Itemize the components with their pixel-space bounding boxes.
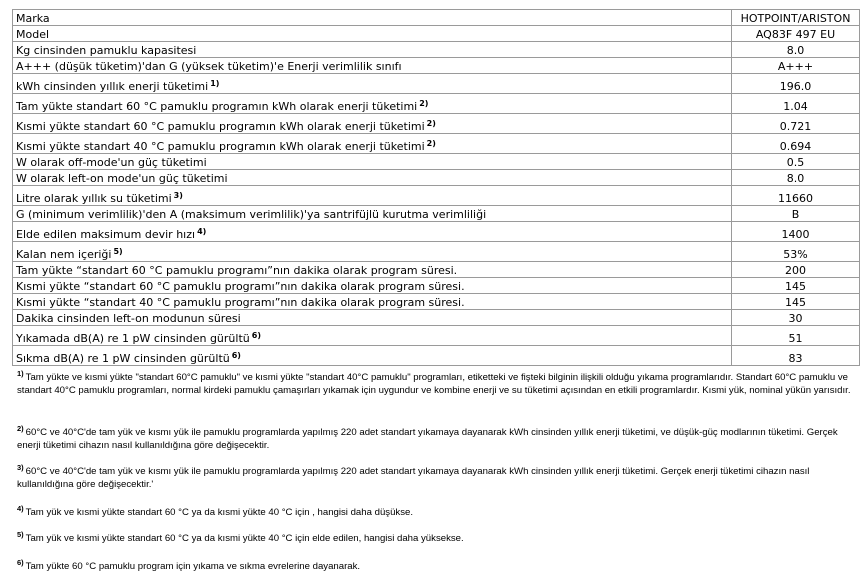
table-row	[13, 346, 860, 366]
row-label	[13, 278, 732, 294]
row-value: A+++	[732, 58, 860, 74]
footnote-mark: 5)	[17, 530, 24, 539]
table-row	[13, 206, 860, 222]
footnote-mark: 6)	[17, 558, 24, 567]
table-row	[13, 294, 860, 310]
row-value: 145	[732, 278, 860, 294]
row-value: HOTPOINT/ARISTON	[732, 10, 860, 26]
table-row	[13, 10, 860, 26]
row-label-text: Litre olarak yıllık su tüketimi	[16, 192, 172, 205]
row-label	[13, 222, 732, 242]
table-row	[13, 326, 860, 346]
row-value: 11660	[732, 186, 860, 206]
row-value: 0.694	[732, 134, 860, 154]
row-value: AQ83F 497 EU	[732, 26, 860, 42]
footnote-ref: 5)	[113, 247, 123, 256]
table-row	[13, 170, 860, 186]
footnote	[17, 560, 857, 573]
row-label-text: G (minimum verimlilik)'den A (maksimum verimlilik)'ya santrifüjlü kurutma verimliliği	[16, 208, 487, 221]
footnote-ref: 4)	[197, 227, 207, 236]
row-label	[13, 114, 732, 134]
row-label-text: Kalan nem içeriği	[16, 248, 112, 261]
footnote-text: Tam yük ve kısmi yükte standart 60 °C ya da kısmi yükte 40 °C için , hangisi daha düşükse.	[25, 507, 414, 518]
row-label	[13, 262, 732, 278]
footnote-mark: 4)	[17, 504, 24, 513]
row-label	[13, 154, 732, 170]
row-label-text: Elde edilen maksimum devir hızı	[16, 228, 196, 241]
row-label	[13, 186, 732, 206]
footnote	[17, 371, 857, 397]
row-label-text: Kısmi yükte standart 40 °C pamuklu programın kWh olarak enerji tüketimi	[16, 140, 425, 153]
row-label-text: Kısmi yükte standart 60 °C pamuklu programın kWh olarak enerji tüketimi	[16, 120, 425, 133]
footnote-mark: 2)	[17, 424, 24, 433]
row-label-text: W olarak off-mode'un güç tüketimi	[16, 156, 207, 169]
row-label-text: Marka	[16, 12, 50, 25]
row-label	[13, 242, 732, 262]
footnote-ref: 6)	[231, 351, 241, 360]
table-row	[13, 242, 860, 262]
row-value: 8.0	[732, 170, 860, 186]
table-row	[13, 154, 860, 170]
row-label	[13, 94, 732, 114]
row-label	[13, 74, 732, 94]
row-label-text: Dakika cinsinden left-on modunun süresi	[16, 312, 241, 325]
table-row	[13, 186, 860, 206]
row-label-text: Yıkamada dB(A) re 1 pW cinsinden gürültü	[16, 332, 250, 345]
row-value: 196.0	[732, 74, 860, 94]
row-label	[13, 10, 732, 26]
row-value: 30	[732, 310, 860, 326]
row-label-text: W olarak left-on mode'un güç tüketimi	[16, 172, 228, 185]
row-value: B	[732, 206, 860, 222]
row-value: 51	[732, 326, 860, 346]
table-row	[13, 278, 860, 294]
row-value: 8.0	[732, 42, 860, 58]
footnote	[17, 465, 857, 491]
footnote-ref: 6)	[251, 331, 261, 340]
row-label	[13, 206, 732, 222]
table-row	[13, 310, 860, 326]
row-label	[13, 58, 732, 74]
row-label	[13, 170, 732, 186]
footnote-ref: 2)	[419, 99, 429, 108]
row-value: 200	[732, 262, 860, 278]
spec-table	[12, 9, 860, 366]
footnote-text: Tam yük ve kısmi yükte standart 60 °C ya da kısmi yükte 40 °C için elde edilen, hangisi daha yüksekse.	[25, 533, 464, 544]
row-value: 145	[732, 294, 860, 310]
footnote-mark: 3)	[17, 463, 24, 472]
row-label	[13, 346, 732, 366]
row-label	[13, 26, 732, 42]
table-row	[13, 222, 860, 242]
row-value: 53%	[732, 242, 860, 262]
row-label	[13, 42, 732, 58]
table-row	[13, 26, 860, 42]
row-value: 1400	[732, 222, 860, 242]
row-value: 1.04	[732, 94, 860, 114]
row-label-text: Sıkma dB(A) re 1 pW cinsinden gürültü	[16, 352, 230, 365]
row-label-text: Tam yükte standart 60 °C pamuklu programın kWh olarak enerji tüketimi	[16, 100, 418, 113]
row-label-text: Model	[16, 28, 50, 41]
row-value: 83	[732, 346, 860, 366]
row-label	[13, 326, 732, 346]
table-row	[13, 58, 860, 74]
row-label-text: Kg cinsinden pamuklu kapasitesi	[16, 44, 197, 57]
table-row	[13, 262, 860, 278]
table-row	[13, 74, 860, 94]
footnote-text: 60°C ve 40°C'de tam yük ve kısmı yük ile pamuklu programlarda yapılmış 220 adet standart yıkamaya dayanarak kWh cinsinden yıllık enerji tüketimi. Gerçek enerji tüketimi cihazın nasıl kullanıldığına göre değişecektir.'	[17, 466, 810, 490]
row-label-text: Tam yükte “standart 60 °C pamuklu programı”nın dakika olarak program süresi.	[16, 264, 458, 277]
footnote	[17, 426, 857, 452]
footnote-ref: 3)	[173, 191, 183, 200]
row-label-text: A+++ (düşük tüketim)'dan G (yüksek tüketim)'e Enerji verimlilik sınıfı	[16, 60, 402, 73]
row-label-text: Kısmi yükte “standart 60 °C pamuklu programı”nın dakika olarak program süresi.	[16, 280, 465, 293]
footnote-ref: 2)	[426, 119, 436, 128]
table-row	[13, 114, 860, 134]
table-row	[13, 42, 860, 58]
table-row	[13, 94, 860, 114]
footnote-ref: 1)	[210, 79, 220, 88]
footnote-text: Tam yükte 60 °C pamuklu program için yıkama ve sıkma evrelerine dayanarak.	[25, 561, 361, 572]
footnote-ref: 2)	[426, 139, 436, 148]
footnote-mark: 1)	[17, 369, 24, 378]
row-label-text: kWh cinsinden yıllık enerji tüketimi	[16, 80, 209, 93]
row-value: 0.721	[732, 114, 860, 134]
row-value: 0.5	[732, 154, 860, 170]
row-label-text: Kısmi yükte “standart 40 °C pamuklu programı”nın dakika olarak program süresi.	[16, 296, 465, 309]
row-label	[13, 294, 732, 310]
footnote	[17, 506, 857, 519]
row-label	[13, 310, 732, 326]
footnote-text: 60°C ve 40°C'de tam yük ve kısmı yük ile pamuklu programlarda yapılmış 220 adet standart yıkamaya dayanarak kWh cinsinden yıllık enerji tüketimi, ve düşük-güç modlarının tüketimi. Gerçek enerji tüketimi cihazın nasıl kullanıldığına göre değişecektir.	[17, 427, 838, 451]
table-row	[13, 134, 860, 154]
footnote	[17, 532, 857, 545]
row-label	[13, 134, 732, 154]
footnote-text: Tam yükte ve kısmi yükte "standart 60°C pamuklu" ve kısmi yükte "standart 40°C pamuklu" programları, etiketteki ve fişteki bilginin ilişkili olduğu yıkama programlarıdır. Standart 60°C pamuklu ve standart 40°C pamuklu programları, normal kirdeki pamuklu çamaşırları yıkamak için uygundur ve kombine enerji ve su tüketimi açısından en etkili programlardır. Kısmi yük, nominal yükün yarısıdır.	[17, 372, 851, 396]
